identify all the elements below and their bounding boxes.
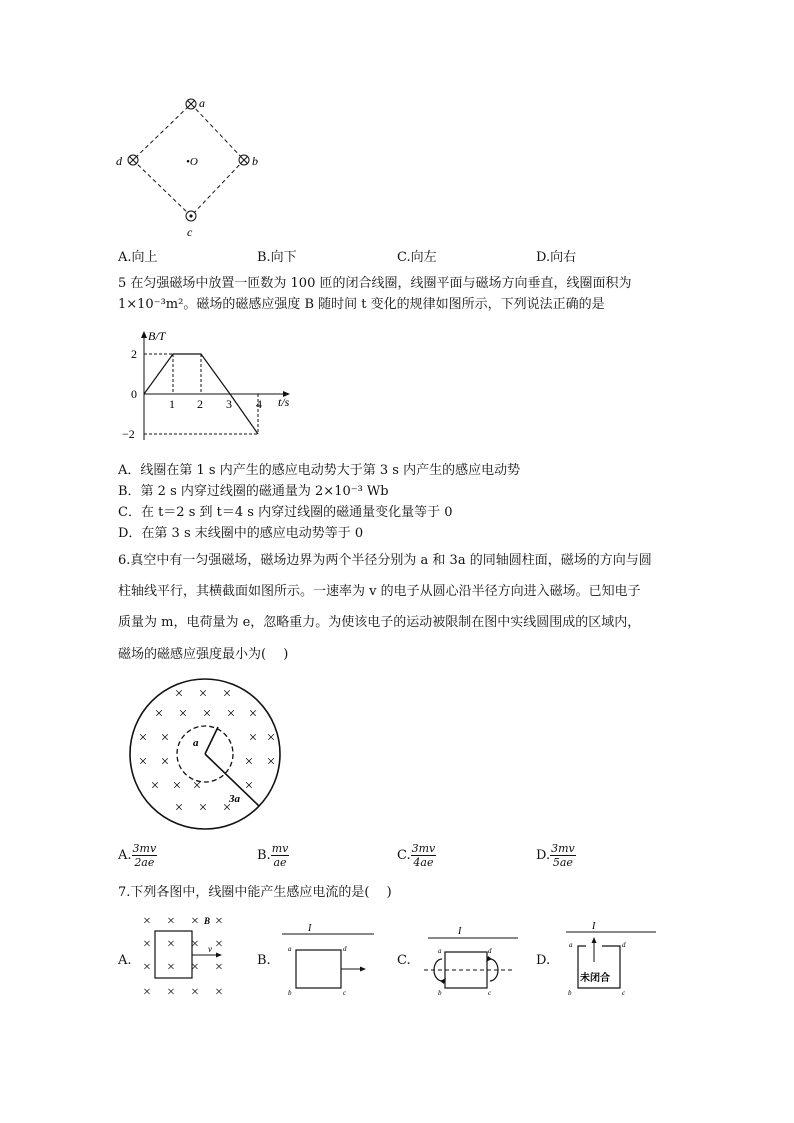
q6-stem-line3: 质量为 m，电荷量为 e，忽略重力。为使该电子的运动被限制在图中实线圆围成的区域内， [118, 615, 641, 630]
q7-figure-b [282, 922, 382, 997]
field-cross-icon: × [215, 960, 223, 975]
q4-option-c: C.向左 [397, 250, 437, 265]
field-cross-icon: × [244, 778, 254, 794]
q7-option-a-label: A. [118, 953, 132, 968]
label-a: a [199, 96, 205, 110]
graph-tick-x3: 3 [226, 397, 232, 411]
label-c: c [187, 225, 193, 239]
graph-tick-y0: 0 [131, 387, 137, 401]
field-cross-icon: × [192, 778, 202, 794]
field-cross-icon: × [248, 730, 258, 746]
field-cross-icon: × [174, 686, 184, 702]
q5-stem-line2: 1×10⁻³m²。磁场的磁感应强度 B 随时间 t 变化的规律如图所示，下列说法正确的是 [118, 297, 605, 312]
label-o: •O [186, 156, 198, 168]
graph-tick-yneg2: −2 [122, 427, 135, 441]
field-cross-icon: × [198, 800, 208, 816]
graph-xlabel: t/s [278, 395, 290, 409]
q5-option-d: D．在第 3 s 末线圈中的感应电动势等于 0 [118, 526, 364, 541]
field-cross-icon: × [266, 730, 276, 746]
field-cross-icon: × [160, 754, 170, 770]
wire-a-into-page-icon [186, 99, 196, 109]
q6-stem-line1: 6.真空中有一匀强磁场，磁场边界为两个半径分别为 a 和 3a 的同轴圆柱面，磁场的方向与圆 [118, 553, 652, 568]
q6-stem-line2: 柱轴线平行，其横截面如图所示。一速率为 v 的电子从圆心沿半径方向进入磁场。已知电子 [118, 584, 641, 599]
field-cross-icon: × [143, 937, 151, 952]
velocity-v-label: v [208, 944, 212, 954]
field-cross-icon: × [191, 960, 199, 975]
q6-option-a: A. $\frac{3mv}{2ae}$ [118, 841, 157, 869]
corner-b-label: b [568, 989, 572, 997]
corner-c-label: c [488, 989, 492, 997]
radius-3a-label: 3a [229, 793, 240, 805]
label-b: b [252, 154, 258, 168]
current-i-label: I [308, 923, 312, 934]
wire-d-into-page-icon [128, 155, 138, 165]
q6-option-c: C. $\frac{3mv}{4ae}$ [397, 841, 436, 869]
field-cross-icon: × [222, 686, 232, 702]
q5-option-a: A．线圈在第 1 s 内产生的感应电动势大于第 3 s 内产生的感应电动势 [118, 463, 521, 478]
field-b-label: B [204, 916, 211, 926]
field-cross-icon: × [226, 706, 236, 722]
corner-b-label: b [438, 989, 442, 997]
q5-option-b: B．第 2 s 内穿过线圈的磁通量为 2×10⁻³ Wb [118, 484, 389, 499]
q4-figure [110, 90, 280, 240]
field-cross-icon: × [191, 937, 199, 952]
q7-option-d-label: D. [536, 953, 551, 968]
field-cross-icon: × [248, 706, 258, 722]
current-i-label: I [592, 921, 596, 932]
wire-c-out-of-page-icon [186, 211, 196, 221]
corner-d-label: d [488, 947, 492, 955]
corner-a-label: a [569, 941, 573, 949]
q4-option-b: B.向下 [257, 250, 297, 265]
field-cross-icon: × [215, 937, 223, 952]
field-cross-icon: × [191, 985, 199, 1000]
field-cross-icon: × [167, 937, 175, 952]
field-cross-icon: × [138, 730, 148, 746]
field-cross-icon: × [160, 730, 170, 746]
q4-option-a: A.向上 [118, 250, 158, 265]
q6-option-b: B. $\frac{mv}{ae}$ [257, 841, 289, 869]
q4-option-d: D.向右 [536, 250, 577, 265]
q5-option-c: C．在 t＝2 s 到 t＝4 s 内穿过线圈的磁通量变化量等于 0 [118, 505, 453, 520]
field-cross-icon: × [143, 960, 151, 975]
graph-tick-x1: 1 [169, 397, 175, 411]
current-i-label: I [458, 926, 462, 937]
graph-tick-x2: 2 [197, 397, 203, 411]
field-cross-icon: × [167, 960, 175, 975]
field-cross-icon: × [222, 800, 232, 816]
field-cross-icon: × [143, 914, 151, 929]
corner-d-label: d [622, 941, 626, 949]
wire-b-into-page-icon [239, 155, 249, 165]
q5-stem-line1: 5 在匀强磁场中放置一匝数为 100 匝的闭合线圈，线圈平面与磁场方向垂直，线圈面积为 [118, 276, 632, 291]
q7-figure-a [138, 907, 238, 1002]
field-cross-icon: × [215, 914, 223, 929]
q7-stem: 7.下列各图中，线圈中能产生感应电流的是( ) [118, 885, 392, 900]
q7-figure-c [420, 922, 520, 997]
q7-option-b-label: B. [257, 953, 271, 968]
q7-option-c-label: C. [397, 953, 411, 968]
field-cross-icon: × [138, 754, 148, 770]
open-loop-note: 未闭合 [580, 973, 610, 984]
field-cross-icon: × [198, 686, 208, 702]
corner-c-label: c [343, 989, 347, 997]
field-cross-icon: × [178, 706, 188, 722]
graph-ylabel: B/T [148, 329, 166, 343]
q6-option-d: D. $\frac{3mv}{5ae}$ [536, 841, 575, 869]
field-cross-icon: × [174, 800, 184, 816]
field-cross-icon: × [266, 754, 276, 770]
q7-figure-d [558, 920, 658, 998]
q6-stem-line4: 磁场的磁感应强度最小为( ) [118, 647, 289, 662]
field-cross-icon: × [154, 706, 164, 722]
field-cross-icon: × [202, 706, 212, 722]
field-cross-icon: × [167, 985, 175, 1000]
field-cross-icon: × [191, 914, 199, 929]
field-cross-icon: × [167, 914, 175, 929]
corner-b-label: b [288, 989, 292, 997]
q6-figure [125, 674, 285, 834]
corner-d-label: d [343, 945, 347, 953]
radius-a-label: a [193, 737, 199, 749]
field-cross-icon: × [244, 754, 254, 770]
field-cross-icon: × [143, 985, 151, 1000]
field-cross-icon: × [172, 778, 182, 794]
corner-a-label: a [438, 947, 442, 955]
graph-tick-x4: 4 [256, 397, 262, 411]
corner-a-label: a [288, 945, 292, 953]
label-d: d [116, 154, 122, 168]
q5-b-t-graph [118, 325, 308, 450]
corner-c-label: c [622, 989, 626, 997]
graph-tick-y2: 2 [131, 347, 137, 361]
field-cross-icon: × [150, 778, 160, 794]
field-cross-icon: × [215, 985, 223, 1000]
